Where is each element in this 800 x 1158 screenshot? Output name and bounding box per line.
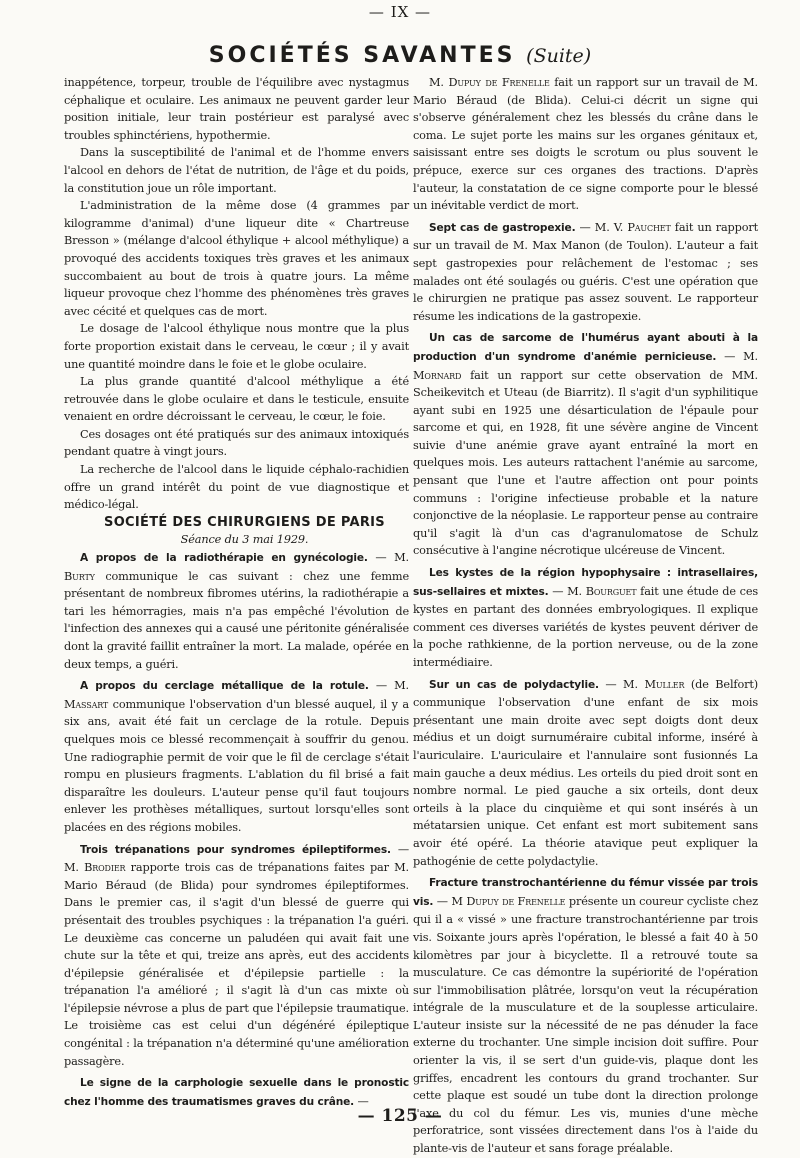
entry-heading: Le signe de la carphologie sexuelle dans le pronostic chez l'homme des traumatismes graves du crâne. [64,1077,409,1108]
title-text: SOCIÉTÉS SAVANTES [208,43,516,68]
communication-entry: A propos du cerclage métallique de la rotule. — M. Massart communique l'observation d'un blessé auquel, il y a six ans, avait été fait un cerclage de la rotule. Depuis quelques mois ce blessé recommençait à souffrir du genou. Une radiographie permit de voir que le fil de cerclage s'était rompu en plusieurs fragments. L'ablation du fil brisé a fait disparaître les douleurs. L'auteur pense qu'il faut toujours enlever les prothèses métalliques, surtout lorsqu'elles sont placées en des régions mobiles. [64,679,409,834]
author-name: Dupuy de Frenelle [448,76,550,89]
title-suite: (Suite) [526,45,592,67]
paragraph: La recherche de l'alcool dans le liquide céphalo-rachidien offre un grand intérêt du point de vue diagnostique et médico-légal. [64,463,409,512]
entry-heading: Un cas de sarcome de l'humérus ayant abouti à la production d'un syndrome d'anémie pernicieuse. [413,332,758,363]
page-title [0,44,800,68]
communication-entry: Les kystes de la région hypophysaire : intrasellaires, sus-sellaires et mixtes. — M. Bourguet fait une étude de ces kystes en partant des données embryologiques. Il explique comment ces diverses variétés de kystes peuvent dériver de la poche rathkienne, de la portion nerveuse, ou de la zone intermédiaire. [413,567,759,669]
author-name: Bourguet [585,584,637,598]
communication-entry: Fracture transtrochantérienne du fémur vissée par trois vis. — M Dupuy de Frenelle présente un coureur cycliste chez qui il a « vissé » une fracture transtrochantérienne par trois vis. Soixante jours après l'opération, le blessé a fait 40 à 50 kilomètres par jour à bicyclette. Il a retrouvé toute sa musculature. Ce cas démontre la supériorité de l'opération sur l'immobilisation plâtrée, lorsqu'on veut la récupération intégrale de la musculature et de la souplesse articulaire. L'auteur insiste sur la nécessité de ne pas dénuder la face externe du trochanter. Une simple incision doit suffire. Pour orienter la vis, il se sert d'un guide-vis, plaque dont les griffes, encadrent les contours du grand trochanter. Sur cette plaque est soudé un tube dont la direction prolonge l'axe du col du fémur. Les vis, munies d'une mèche perforatrice, sont vissées directement dans l'os à l'aide du plante-vis de l'auteur et sans forage préalable. [413,877,758,1156]
communication-entry: M. Dupuy de Frenelle fait un rapport sur un travail de M. Mario Béraud (de Blida). Celui-ci décrit un signe qui s'observe généralement chez les blessés du crâne dans le coma. Le sujet porte les mains sur les organes génitaux et, saisissant entre ses doigts le scrotum ou plus souvent le prépuce, exerce sur ces organes des tractions. D'après l'auteur, la constatation de ce signe comporte pour le blessé un inévitable verdict de mort. [413,76,758,213]
communication-entry: Trois trépanations pour syndromes épileptiformes. — M. Brodier rapporte trois cas de trépanations faites par M. Mario Béraud (de Blida) pour syndromes épileptiformes. Dans le premier cas, il s'agit d'un blessé de guerre qui présentait des troubles psychiques : la trépanation l'a guéri. Le deuxième cas concerne un paludéen qui avait fait une chute sur la tête et qui, treize ans après, eut des accidents d'épilepsie généralisée et d'épilepsie partielle : la trépanation l'a amélioré ; il s'agit là d'un cas mixte où l'épilepsie névrose a plus de part que l'épilepsie traumatique. Le troisième cas est celui d'un dégénéré épileptique congénital : la trépanation n'a déterminé qu'une amélioration passagère. [64,842,410,1068]
section-title: SOCIÉTÉ DES CHIRURGIENS DE PARIS [104,514,385,530]
paragraph: La plus grande quantité d'alcool méthylique a été retrouvée dans le globe oculaire et dans le testicule, ensuite venaient en ordre décroissant le cerveau, le cœur, le foie. [64,375,409,424]
paragraph: Le dosage de l'alcool éthylique nous montre que la plus forte proportion existait dans le cerveau, le cœur ; il y avait une quantité moindre dans le foie et le globe oculaire. [64,322,409,371]
entry-heading: Sept cas de gastropexie. [429,221,576,234]
communication-entry: Le signe de la carphologie sexuelle dans le pronostic chez l'homme des traumatismes graves du crâne. — [64,1077,409,1108]
author-name: Burty [64,569,95,583]
author-name: Massart [64,697,109,711]
page-folio: — IX — [368,3,432,21]
entry-heading: Fracture transtrochantérienne du fémur vissée par trois vis. [413,877,758,908]
right-column [413,74,758,1158]
paragraph: Ces dosages ont été pratiqués sur des animaux intoxiqués pendant quatre à vingt jours. [64,427,409,459]
entry-heading: A propos de la radiothérapie en gynécologie. [80,552,368,565]
paragraph: inappétence, torpeur, trouble de l'équilibre avec nystagmus céphalique et oculaire. Les animaux ne peuvent garder leur position initiale, leur train postérieur est paralysé avec troubles sphinctériens, hypothermie. [64,76,409,142]
author-name: Pauchet [627,220,671,234]
page-number: — 125 — [357,1106,443,1126]
entry-heading: Sur un cas de polydactylie. [429,678,599,691]
communication-entry: A propos de la radiothérapie en gynécologie. — M. Burty communique le cas suivant : chez une femme présentant de nombreux fibromes utérins, la radiothérapie a tari les hémorragies, mais n'a pas empêché l'évolution de l'infection des annexes qui a causé une péritonite généralisée dont la gravité faillit entraîner la mort. La malade, opérée en deux temps, a guéri. [64,551,409,671]
section-date: Séance du 3 mai 1929. [180,533,309,547]
paragraph: Dans la susceptibilité de l'animal et de l'homme envers l'alcool en dehors de l'état de nutrition, de l'âge et du poids, la constitution joue un rôle important. [64,146,409,195]
author-name: Brodier [84,861,126,875]
paragraph: L'administration de la même dose (4 grammes par kilogramme d'animal) d'une liqueur dite « Chartreuse Bresson » (mélange d'alcool éthylique + alcool méthylique) a provoqué des accidents toxiques très graves et les animaux succombaient au bout de trois à quatre jours. La même liqueur provoque chez l'homme des phénomènes très graves avec cécité et quelques cas de mort. [64,199,409,318]
entry-heading: A propos du cerclage métallique de la rotule. [80,680,369,693]
communication-entry: Sur un cas de polydactylie. — M. Muller (de Belfort) communique l'observation d'une enfant de six mois présentant une main droite avec sept doigts dont deux médius et un doigt surnuméraire cubital informe, inséré à l'auriculaire. L'auriculaire et l'annulaire sont fusionnés La main gauche a deux médius. Les orteils du pied droit sont en nombre normal. Le pied gauche a six orteils, dont deux orteils à la place du cinquième et qui sont insérés à un métatarsien unique. Cet enfant est mort subitement sans avoir été opéré. La théorie atavique peut expliquer la pathogénie de cette polydactylie. [413,677,758,868]
entry-heading: Trois trépanations pour syndromes épileptiformes. [80,843,391,856]
left-column [64,74,409,1111]
author-name: Muller [644,677,685,691]
entry-heading: Les kystes de la région hypophysaire : intrasellaires, sus-sellaires et mixtes. [413,567,758,598]
communication-entry: Un cas de sarcome de l'humérus ayant abouti à la production d'un syndrome d'anémie pernicieuse. — M. Mornard fait un rapport sur cette observation de MM. Scheikevitch et Uteau (de Biarritz). Il s'agit d'un syphilitique ayant subi en 1925 une désarticulation de l'épaule pour sarcome et qui, en 1928, fit une sévère angine de Vincent suivie d'une anémie grave ayant entraîné la mort en quelques mois. Les auteurs rattachent l'anémie au sarcome, pensant que l'une et l'autre affection ont pour points communs : l'origine infectieuse probable et la nature conjonctive de la néoplasie. Le rapporteur pense au contraire qu'il s'agit là d'un cas d'agranulomatose de Schulz consécutive à l'angine nécrotique ulcéreuse de Vincent. [413,332,758,558]
author-name: Dupuy de Frenelle [466,894,566,908]
author-name: Mornard [413,368,462,382]
communication-entry: Sept cas de gastropexie. — M. V. Pauchet fait un rapport sur un travail de M. Max Manon (de Toulon). L'auteur a fait sept gastropexies pour relâchement de l'estomac ; ses malades ont été soulagés ou guéris. C'est une opération que le chirurgien ne pratique pas assez souvent. Le rapporteur résume les indications de la gastropexie. [413,220,758,323]
